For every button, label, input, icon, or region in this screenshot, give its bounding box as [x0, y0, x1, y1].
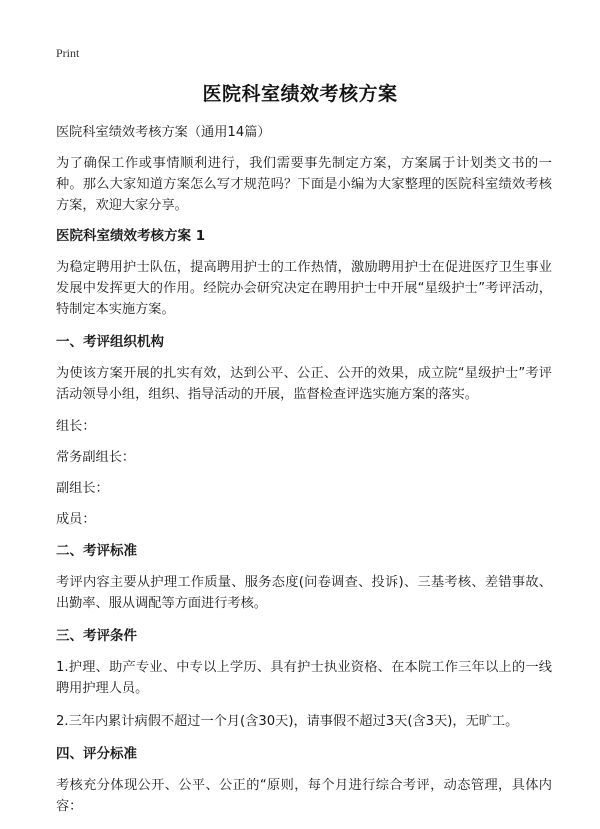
field-executive-deputy: 常务副组长： [56, 450, 136, 465]
condition-item-1: 1.护理、助产专业、中专以上学历、具有护士执业资格、在本院工作三年以上的一线聘用护理人员。 [56, 660, 552, 696]
scoring-paragraph: 考核充分体现公开、公平、公正的“原则，每个月进行综合考评，动态管理，具体内容： [56, 778, 552, 814]
standards-paragraph: 考评内容主要从护理工作质量、服务态度(问卷调查、投诉)、三基考核、差错事故、出勤率、服从调配等方面进行考核。 [56, 575, 552, 611]
field-deputy: 副组长： [56, 481, 109, 496]
section-heading-scoring: 四、评分标准 [56, 746, 137, 762]
plan-heading: 医院科室绩效考核方案 1 [56, 228, 206, 244]
field-members: 成员： [56, 512, 96, 527]
document-body [56, 122, 552, 829]
section-heading-standards: 二、考评标准 [56, 543, 137, 559]
field-leader: 组长： [56, 419, 96, 434]
plan-intro-paragraph: 为稳定聘用护士队伍，提高聘用护士的工作热情，激励聘用护士在促进医疗卫生事业发展中发挥更大的作用。经院办会研究决定在聘用护士中开展“星级护士”考评活动，特制定本实施方案。 [56, 260, 552, 317]
condition-item-2: 2.三年内累计病假不超过一个月(含30天)，请事假不超过3天(含3天)，无旷工。 [56, 714, 519, 729]
document-title: 医院科室绩效考核方案 [202, 83, 398, 105]
organization-paragraph: 为使该方案开展的扎实有效，达到公平、公正、公开的效果，成立院“星级护士”考评活动领导小组，组织、指导活动的开展，监督检查评选实施方案的落实。 [56, 366, 552, 402]
section-heading-conditions: 三、考评条件 [56, 628, 137, 644]
document-subtitle: 医院科室绩效考核方案（通用14篇） [56, 125, 271, 140]
intro-paragraph: 为了确保工作或事情顺利进行，我们需要事先制定方案，方案属于计划类文书的一种。那么大家知道方案怎么写才规范吗？下面是小编为大家整理的医院科室绩效考核方案，欢迎大家分享。 [56, 156, 552, 213]
print-label: Print [56, 46, 80, 60]
section-heading-organization: 一、考评组织机构 [56, 334, 164, 350]
